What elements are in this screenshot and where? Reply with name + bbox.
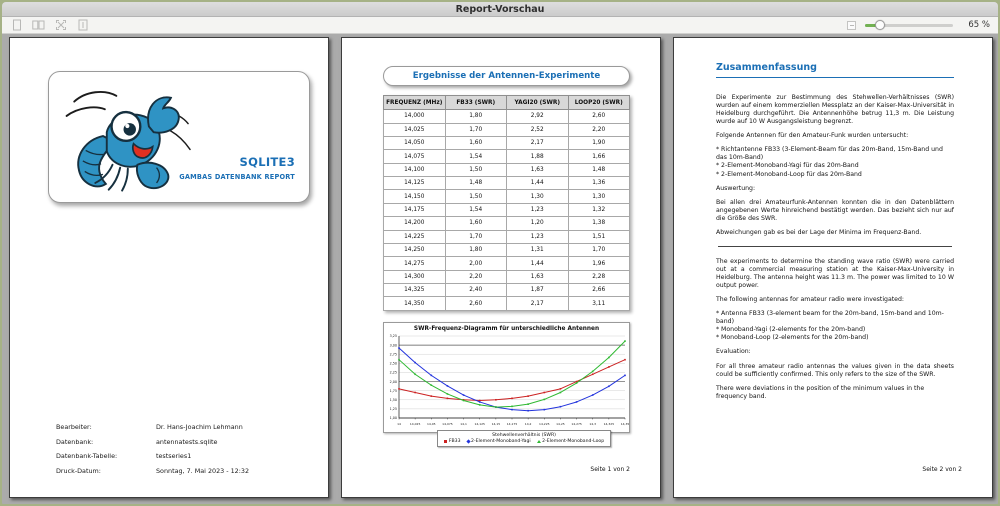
- table-cell: 2,60: [445, 297, 507, 310]
- column-header: YAGI20 (SWR): [507, 96, 569, 110]
- metadata-value: Sonntag, 7. Mai 2023 - 12:32: [156, 466, 250, 475]
- report-page-cover: [9, 37, 329, 498]
- table-row: [384, 257, 630, 270]
- metadata-row: [56, 452, 249, 460]
- table-cell: 14,175: [384, 203, 446, 216]
- legend-label: 2-Element-Monoband-Loop: [542, 439, 605, 444]
- table-cell: 14,125: [384, 177, 446, 190]
- preview-area[interactable]: [2, 34, 998, 502]
- table-row: [384, 243, 630, 256]
- table-cell: 2,17: [507, 136, 569, 149]
- svg-text:14,175: 14,175: [506, 422, 518, 426]
- titlebar: [2, 2, 998, 17]
- table-cell: 1,54: [445, 203, 507, 216]
- zoom-fit-button[interactable]: [54, 19, 67, 32]
- table-cell: 14,275: [384, 257, 446, 270]
- chart-title: SWR-Frequenz-Diagramm für unterschiedliche Antennen: [413, 326, 600, 332]
- zoom-out-button[interactable]: [847, 21, 856, 30]
- table-cell: 1,32: [568, 203, 630, 216]
- table-row: [384, 284, 630, 297]
- paragraph: Die Experimente zur Bestimmung des Stehwellen-Verhältnisses (SWR) wurden auf einem kommerziellen Messplatz an der Kaiser-Max-Universität in Heidelburg durchgeführt. Die Antennenhöhe betrug 11,3 m. Die Leistung wurde auf 10 W Ausgangsleistung begrenzt.: [716, 94, 954, 126]
- table-cell: 1,48: [445, 177, 507, 190]
- zoom-slider[interactable]: [865, 20, 953, 30]
- table-cell: 1,23: [507, 230, 569, 243]
- column-header: LOOP20 (SWR): [568, 96, 630, 110]
- svg-text:1,00: 1,00: [389, 416, 397, 421]
- svg-text:3,25: 3,25: [389, 334, 397, 339]
- metadata-value: Dr. Hans-Joachim Lehmann: [156, 423, 243, 431]
- paragraph: There were deviations in the position of the minimum values in the frequency band.: [716, 384, 925, 400]
- swr-chart: [383, 322, 630, 433]
- page-number: Seite 1 von 2: [590, 466, 630, 473]
- svg-text:14: 14: [397, 422, 401, 426]
- table-row: [384, 123, 630, 136]
- table-cell: 14,300: [384, 270, 446, 283]
- table-cell: 1,70: [568, 243, 630, 256]
- table-cell: 1,63: [507, 270, 569, 283]
- paragraph: Folgende Antennen für den Amateur-Funk wurden untersucht:: [716, 132, 909, 140]
- window-title: Report-Vorschau: [455, 3, 545, 15]
- metadata-label: Datenbank:: [56, 437, 94, 446]
- table-cell: 2,66: [568, 284, 630, 297]
- zoom-out-icon: [850, 25, 854, 26]
- table-cell: 14,150: [384, 190, 446, 203]
- svg-text:2,25: 2,25: [389, 370, 397, 375]
- table-row: [384, 190, 630, 203]
- table-cell: 1,44: [507, 177, 569, 190]
- bullet-line: * 2-Element-Monoband-Yagi für das 20m-Band: [716, 162, 859, 170]
- table-row: [384, 217, 630, 230]
- table-cell: 1,48: [568, 163, 630, 176]
- table-cell: 1,36: [568, 177, 630, 190]
- paragraph: [716, 310, 954, 342]
- paragraph: The experiments to determine the standing wave ratio (SWR) were carried out at a commercial measuring station at the Kaiser-Max-University in Heidelburg. The antenna height was 11.3 m. The power was limited to 10 W output power.: [716, 257, 954, 290]
- table-cell: 1,96: [568, 257, 630, 270]
- svg-text:14,025: 14,025: [409, 422, 421, 426]
- table-cell: 14,025: [384, 123, 446, 136]
- summary-body: [716, 94, 954, 407]
- table-cell: 2,52: [507, 123, 569, 136]
- report-page-1: [341, 37, 661, 498]
- table-cell: 1,80: [445, 243, 507, 256]
- metadata-label: Druck-Datum:: [56, 466, 101, 475]
- legend-label: FB33: [448, 439, 461, 444]
- logo-subtitle: GAMBAS DATENBANK REPORT: [179, 173, 295, 181]
- table-cell: 1,54: [445, 150, 507, 163]
- svg-text:14,15: 14,15: [491, 422, 501, 426]
- table-header-row: [384, 96, 630, 110]
- metadata-value: antennatests.sqlite: [156, 437, 218, 446]
- chart-legend-items: [444, 439, 604, 444]
- svg-text:2,75: 2,75: [389, 352, 397, 357]
- table-cell: 1,90: [568, 136, 630, 149]
- legend-label: 2-Element-Monoband-Yagi: [471, 439, 531, 444]
- svg-text:14,3: 14,3: [589, 422, 597, 426]
- legend-item: [444, 439, 461, 444]
- paragraph: Abweichungen gab es bei der Lage der Minima im Frequenz-Band.: [716, 228, 922, 236]
- table-cell: 2,28: [568, 270, 630, 283]
- table-cell: 14,200: [384, 217, 446, 230]
- chart-plot-area: [384, 332, 629, 432]
- svg-text:14,25: 14,25: [556, 422, 565, 426]
- double-page-icon: [32, 19, 45, 31]
- svg-text:3,00: 3,00: [389, 343, 397, 348]
- table-cell: 14,050: [384, 136, 446, 149]
- svg-text:2,50: 2,50: [389, 361, 397, 366]
- bullet-line: * Monoband-Yagi (2-elements for the 20m-band): [716, 326, 866, 334]
- table-cell: 2,92: [507, 110, 569, 123]
- table-row: [384, 270, 630, 283]
- table-row: [384, 150, 630, 163]
- table-cell: 3,11: [568, 297, 630, 310]
- table-cell: 1,63: [507, 163, 569, 176]
- toolbar: [2, 17, 998, 34]
- zoom-level-label: 65 %: [968, 20, 990, 30]
- table-row: [384, 110, 630, 123]
- svg-text:1,75: 1,75: [389, 388, 397, 393]
- table-cell: 1,50: [445, 163, 507, 176]
- table-cell: 2,20: [568, 123, 630, 136]
- table-cell: 1,88: [507, 150, 569, 163]
- table-cell: 2,17: [507, 297, 569, 310]
- metadata-value: testseries1: [156, 452, 192, 460]
- table-cell: 1,30: [507, 190, 569, 203]
- summary-heading: Zusammenfassung: [716, 62, 954, 78]
- table-cell: 14,325: [384, 284, 446, 297]
- table-cell: 1,70: [445, 123, 507, 136]
- single-page-button[interactable]: [10, 19, 23, 32]
- metadata-row: [56, 423, 249, 431]
- table-cell: 1,38: [568, 217, 630, 230]
- svg-text:14,275: 14,275: [571, 422, 582, 426]
- table-cell: 1,80: [445, 110, 507, 123]
- metadata-row: [56, 438, 249, 446]
- results-title: Ergebnisse der Antennen-Experimente: [383, 66, 630, 86]
- results-table: [383, 95, 630, 311]
- table-cell: 1,66: [568, 150, 630, 163]
- table-cell: 2,00: [445, 257, 507, 270]
- svg-text:14,225: 14,225: [539, 422, 550, 426]
- table-cell: 1,30: [568, 190, 630, 203]
- metadata-label: Bearbeiter:: [56, 423, 92, 431]
- svg-text:14,125: 14,125: [474, 422, 485, 426]
- table-cell: 2,40: [445, 284, 507, 297]
- report-page-2: [673, 37, 993, 498]
- crayfish-mascot-image: [57, 76, 191, 198]
- table-row: [384, 177, 630, 190]
- bullet-line: * 2-Element-Monoband-Loop für das 20m-Band: [716, 170, 862, 178]
- svg-text:14,325: 14,325: [603, 422, 615, 426]
- single-page-icon: [11, 19, 23, 31]
- table-cell: 1,60: [445, 136, 507, 149]
- legend-marker-icon: [444, 440, 447, 443]
- table-cell: 1,70: [445, 230, 507, 243]
- paragraph: Bei allen drei Amateurfunk-Antennen konnten die in den Datenblättern angegebenen Werte hinreichend bestätigt werden. Das bezieht sich nur auf die Größe des SWR.: [716, 198, 954, 222]
- svg-text:14,2: 14,2: [524, 422, 532, 426]
- table-cell: 14,250: [384, 243, 446, 256]
- table-cell: 1,23: [507, 203, 569, 216]
- swr-chart-plot: [384, 332, 629, 428]
- metadata-label: Datenbank-Tabelle:: [56, 452, 118, 460]
- metadata-row: [56, 467, 249, 475]
- table-cell: 1,20: [507, 217, 569, 230]
- svg-text:1,50: 1,50: [389, 397, 397, 402]
- table-cell: 2,60: [568, 110, 630, 123]
- double-page-button[interactable]: [32, 19, 45, 32]
- legend-item: [467, 439, 531, 444]
- legend-marker-icon: [466, 439, 470, 443]
- bullet-line: * Richtantenne FB33 (3-Element-Beam für das 20m-Band, 15m-Band und das 10m-Band): [716, 146, 943, 162]
- table-cell: 1,31: [507, 243, 569, 256]
- table-cell: 14,100: [384, 163, 446, 176]
- table-cell: 1,44: [507, 257, 569, 270]
- logo-title: SQLITE3: [239, 155, 295, 169]
- bullet-line: * Antenna FB33 (3-element beam for the 20m-band, 15m-band and 10m-band): [716, 310, 944, 326]
- table-cell: 1,51: [568, 230, 630, 243]
- paragraph: [716, 146, 954, 178]
- legend-marker-icon: [537, 440, 541, 443]
- svg-text:14,35: 14,35: [620, 422, 629, 426]
- page-width-icon: [77, 19, 89, 31]
- zoom-fit-icon: [55, 19, 67, 31]
- page-width-button[interactable]: [76, 19, 89, 32]
- column-header: FB33 (SWR): [445, 96, 507, 110]
- chart-legend: [437, 430, 611, 447]
- svg-text:1,25: 1,25: [389, 407, 397, 412]
- legend-item: [537, 439, 604, 444]
- table-cell: 14,350: [384, 297, 446, 310]
- bullet-line: * Monoband-Loop (2-elements for the 20m-band): [716, 334, 869, 342]
- table-cell: 2,20: [445, 270, 507, 283]
- column-header: FREQUENZ (MHz): [384, 96, 446, 110]
- svg-text:14,05: 14,05: [426, 422, 436, 426]
- svg-text:14,1: 14,1: [460, 422, 467, 426]
- paragraph: Auswertung:: [716, 184, 756, 192]
- table-cell: 1,60: [445, 217, 507, 230]
- table-cell: 14,225: [384, 230, 446, 243]
- table-row: [384, 163, 630, 176]
- separator-line: [718, 246, 952, 247]
- table-row: [384, 203, 630, 216]
- table-row: [384, 297, 630, 310]
- report-metadata: [56, 423, 249, 481]
- paragraph: Evaluation:: [716, 348, 751, 356]
- zoom-slider-handle[interactable]: [875, 20, 885, 30]
- table-cell: 1,87: [507, 284, 569, 297]
- table-cell: 1,50: [445, 190, 507, 203]
- svg-text:14,075: 14,075: [442, 422, 453, 426]
- svg-text:2,00: 2,00: [389, 379, 397, 384]
- paragraph: For all three amateur radio antennas the values given in the data sheets could be sufficiently confirmed. This only refers to the size of the SWR.: [716, 362, 954, 378]
- logo-card: [48, 71, 310, 203]
- chart-legend-title: Stehwellenverhältnis (SWR): [492, 432, 556, 438]
- table-cell: 14,000: [384, 110, 446, 123]
- table-cell: 14,075: [384, 150, 446, 163]
- table-row: [384, 136, 630, 149]
- table-row: [384, 230, 630, 243]
- page-number: Seite 2 von 2: [922, 466, 962, 473]
- paragraph: The following antennas for amateur radio were investigated:: [716, 296, 905, 304]
